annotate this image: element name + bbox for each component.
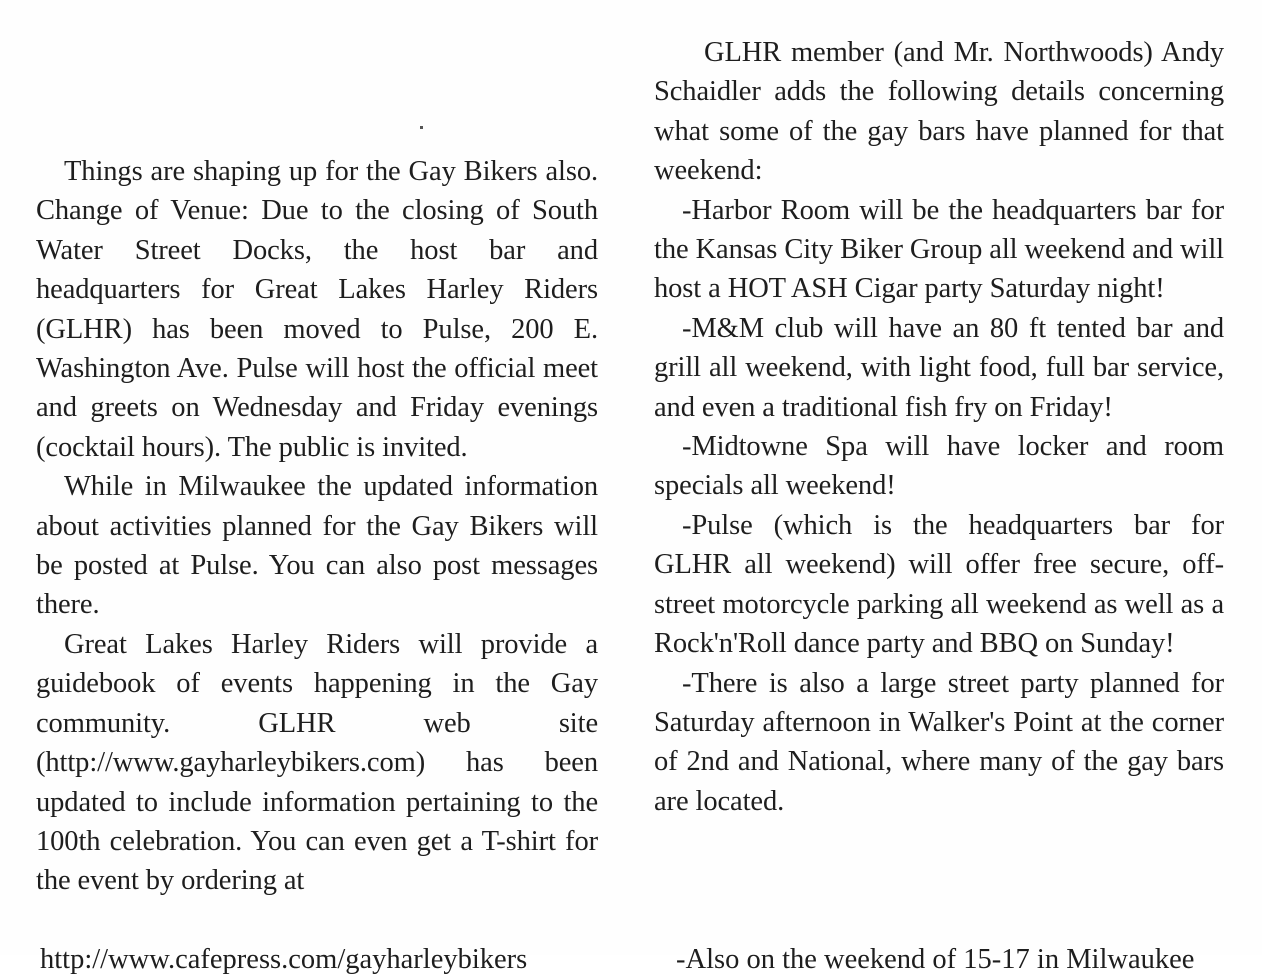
list-item-harbor-room: -Harbor Room will be the headquarters bar for the Kansas City Biker Group all weekend and will host a HOT ASH Cigar party Saturday night!	[654, 194, 1224, 305]
left-column-cut-off-line	[40, 940, 600, 975]
list-item-midtowne-spa: -Midtowne Spa will have locker and room specials all weekend!	[654, 431, 1224, 502]
paragraph-updated-information: While in Milwaukee the updated information about activities planned for the Gay Bikers will be posted at Pulse. You can also post messages there.	[36, 471, 598, 621]
right-column	[654, 33, 1224, 821]
cut-off-text: http://www.cafepress.com/gayharleybikers	[40, 944, 528, 975]
list-item-street-party: -There is also a large street party planned for Saturday afternoon in Walker's Point at the corner of 2nd and National, where many of the gay bars are located.	[654, 667, 1224, 817]
paragraph-intro: GLHR member (and Mr. Northwoods) Andy Schaidler adds the following details concerning what some of the gay bars have planned for that weekend:	[654, 37, 1224, 187]
paragraph-gay-bikers-venue: Things are shaping up for the Gay Bikers also. Change of Venue: Due to the closing of South Water Street Docks, the host bar and headquarters for Great Lakes Harley Riders (GLHR) has been moved to Pulse, 200 E. Washington Ave. Pulse will host the official meet and greets on Wednesday and Friday evenings (cocktail hours). The public is invited.	[36, 156, 598, 463]
list-item-pulse: -Pulse (which is the headquarters bar for GLHR all weekend) will offer free secure, off-street motorcycle parking all weekend as well as a Rock'n'Roll dance party and BBQ on Sunday!	[654, 509, 1224, 660]
paragraph-guidebook: Great Lakes Harley Riders will provide a guidebook of events happening in the Gay community. GLHR web site (http://www.gayharleybikers.com) has been updated to include information pertaining to the 100th celebration. You can even get a T-shirt for the event by ordering at	[36, 628, 598, 897]
print-speck	[420, 126, 423, 129]
cut-off-text: -Also on the weekend of 15-17 in Milwaukee	[676, 944, 1195, 975]
list-item-mm-club: -M&M club will have an 80 ft tented bar and grill all weekend, with light food, full bar service, and even a traditional fish fry on Friday!	[654, 312, 1224, 423]
right-column-cut-off-line	[676, 940, 1224, 975]
left-column	[36, 152, 598, 901]
